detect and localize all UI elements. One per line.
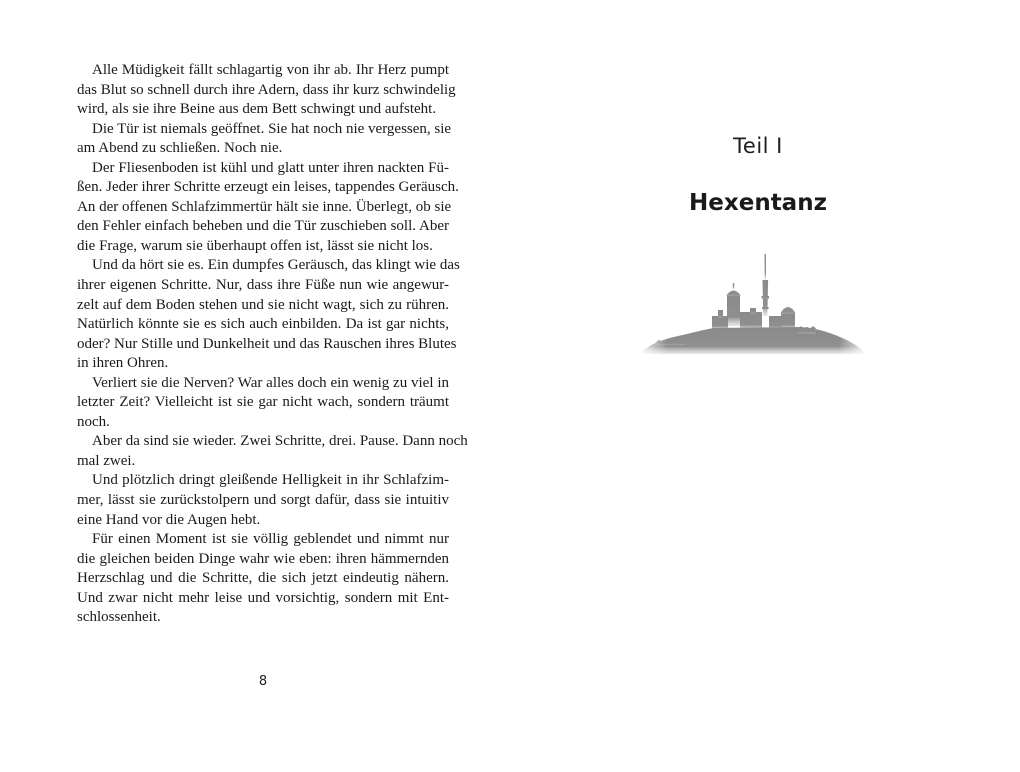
text-line: Und zwar nicht mehr leise und vorsichtig, sondern mit Ent- [77, 589, 449, 606]
text-line: An der offenen Schlafzimmertür hält sie inne. Überlegt, ob sie [77, 198, 452, 215]
text-line: den Fehler einfach beheben und die Tür zuschieben soll. Aber [77, 218, 449, 235]
text-line: Aber da sind sie wieder. Zwei Schritte, drei. Pause. Dann noch [92, 433, 468, 450]
text-line: noch. [77, 413, 110, 430]
paragraph-8 [77, 530, 449, 628]
text-line: mer, lässt sie zurückstolpern und sorgt dafür, dass sie intuitiv [77, 492, 449, 509]
text-line: die Frage, warum sie überhaupt offen ist, lässt sie nicht los. [77, 237, 433, 254]
paragraph-4 [77, 256, 460, 373]
text-line: letzter Zeit? Vielleicht ist sie gar nicht wach, sondern träumt [77, 394, 449, 411]
paragraph-1 [77, 61, 456, 120]
page-number: 8 [258, 674, 268, 689]
text-line: in ihren Ohren. [77, 355, 169, 372]
text-line: mal zwei. [77, 452, 136, 469]
text-line: eine Hand vor die Augen hebt. [77, 511, 261, 528]
text-line: Alle Müdigkeit fällt schlagartig von ihr ab. Ihr Herz pumpt [92, 62, 449, 78]
text-line: schlossenheit. [77, 609, 161, 626]
text-line: Und da hört sie es. Ein dumpfes Geräusch, das klingt wie das [92, 257, 460, 274]
text-line: Für einen Moment ist sie völlig geblendet und nimmt nur [92, 531, 449, 548]
paragraph-6 [77, 432, 468, 471]
text-line: Und plötzlich dringt gleißende Helligkeit in ihr Schlafzim- [92, 472, 449, 489]
mountain-skyline-icon [640, 250, 866, 356]
text-line: Verliert sie die Nerven? War alles doch ein wenig zu viel in [92, 374, 449, 391]
text-line: ihrer eigenen Schritte. Nur, dass ihre Füße nun wie angewur- [77, 277, 449, 294]
paragraph-2 [77, 120, 452, 159]
text-line: oder? Nur Stille und Dunkelheit und das Rauschen ihres Blutes [77, 335, 457, 352]
text-line: Der Fliesenboden ist kühl und glatt unter ihren nackten Fü- [92, 159, 449, 176]
part-title: Hexentanz [689, 190, 827, 216]
right-page [510, 0, 1020, 772]
text-line: zelt auf dem Boden stehen und sie nicht wagt, sich zu rühren. [77, 296, 449, 313]
text-line: am Abend zu schließen. Noch nie. [77, 140, 283, 157]
paragraph-5 [77, 374, 449, 433]
body-text [77, 61, 468, 628]
paragraph-3 [77, 159, 459, 257]
text-line: die gleichen beiden Dinge wahr wie eben: ihren hämmernden [77, 550, 449, 567]
part-label: Teil I [733, 134, 783, 158]
text-line: Die Tür ist niemals geöffnet. Sie hat noch nie vergessen, sie [92, 120, 452, 137]
paragraph-7 [77, 471, 449, 530]
text-line: das Blut so schnell durch ihre Adern, dass ihr kurz schwindelig [77, 81, 456, 98]
text-line: ßen. Jeder ihrer Schritte erzeugt ein leises, tappendes Geräusch. [77, 179, 459, 196]
text-line: Natürlich könnte sie es sich auch einbilden. Da ist gar nichts, [77, 316, 449, 333]
text-line: Herzschlag und die Schritte, die sich jetzt eindeutig nähern. [77, 570, 449, 587]
text-line: wird, als sie ihre Beine aus dem Bett schwingt und aufsteht. [77, 101, 437, 118]
